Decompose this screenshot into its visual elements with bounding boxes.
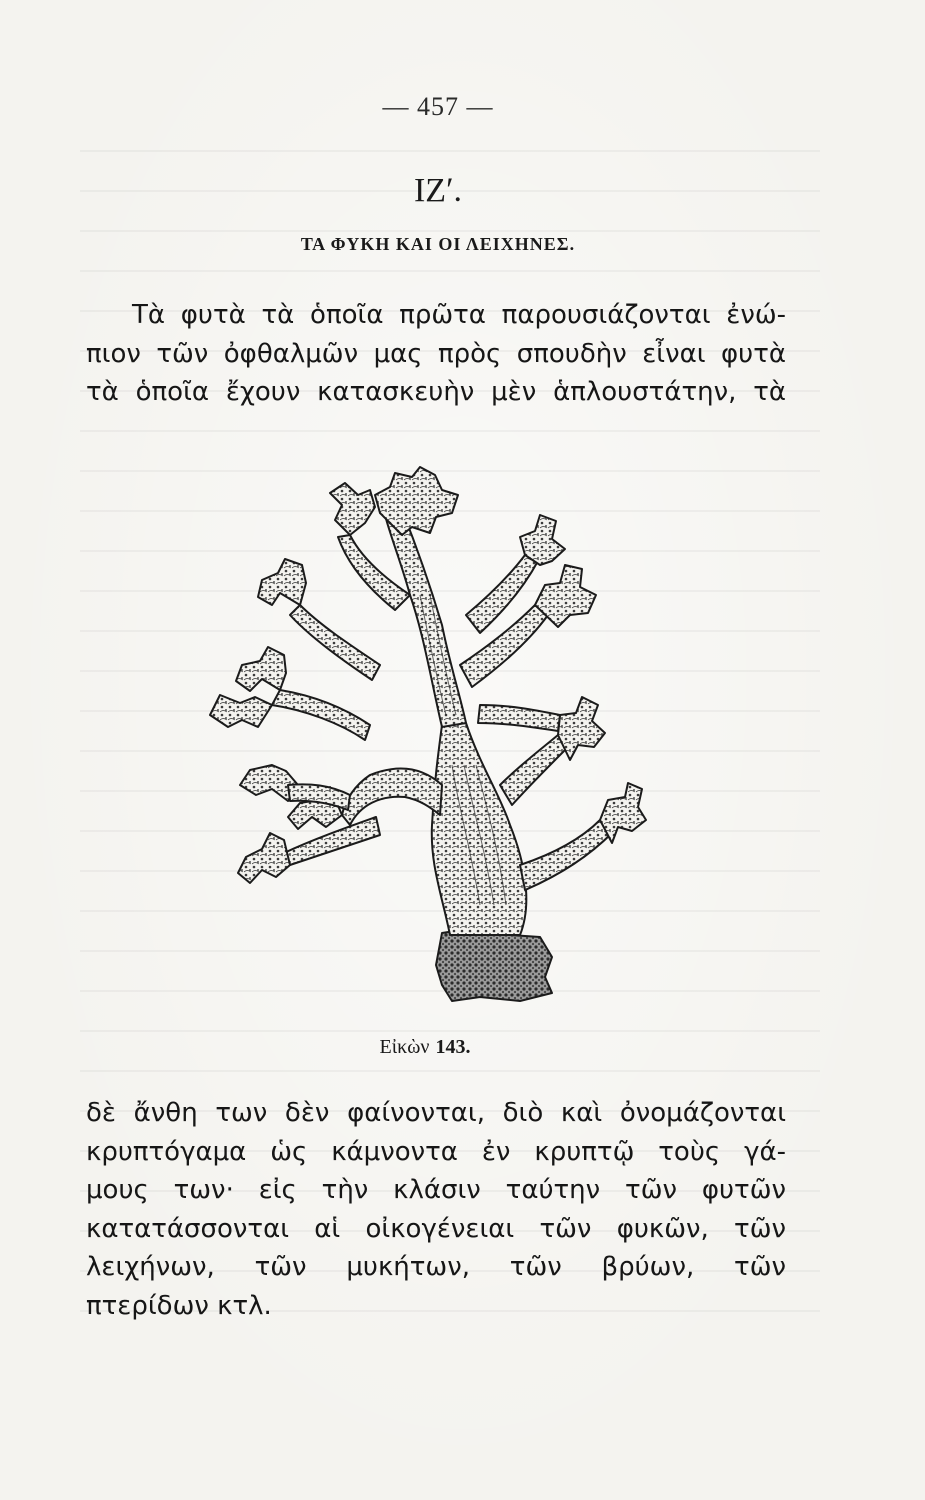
text-line: πτερίδων κτλ.	[86, 1290, 272, 1321]
text-line: πιον τῶν ὀφθαλμῶν μας πρὸς σπουδὴν εἶναι φυτὰ	[86, 338, 786, 369]
text-line: μους των· εἰς τὴν κλάσιν ταύτην τῶν φυτῶν	[86, 1175, 786, 1205]
page-number: — 457 —	[382, 92, 494, 121]
figure-caption	[0, 1036, 850, 1059]
text-line: δὲ ἄνθη των δὲν φαίνονται, διὸ καὶ ὀνομάζονται	[86, 1098, 786, 1128]
text-line: λειχήνων, τῶν μυκήτων, τῶν βρύων, τῶν	[86, 1252, 786, 1282]
paragraph-intro	[86, 296, 786, 412]
chapter-heading: ΙΖʹ.	[413, 172, 463, 209]
section-title: ΤΑ ΦΥΚΗ ΚΑΙ ΟΙ ΛΕΙΧΗΝΕΣ.	[300, 234, 576, 254]
text-line: κρυπτόγαμα ὡς κάμνοντα ἐν κρυπτῷ τοὺς γά-	[86, 1136, 786, 1167]
text-line: τὰ ὁποῖα ἔχουν κατασκευὴν μὲν ἁπλουστάτην, τὰ	[86, 377, 786, 407]
paragraph-continued	[86, 1094, 786, 1325]
caption-number: 143.	[435, 1036, 471, 1058]
lichen-illustration	[180, 465, 650, 1010]
caption-label: Εἰκὼν	[379, 1036, 430, 1058]
text-line: Τὰ φυτὰ τὰ ὁποῖα πρῶτα παρουσιάζονται ἐνώ-	[132, 300, 786, 330]
text-line: κατατάσσονται αἱ οἰκογένειαι τῶν φυκῶν, τῶν	[86, 1213, 786, 1244]
